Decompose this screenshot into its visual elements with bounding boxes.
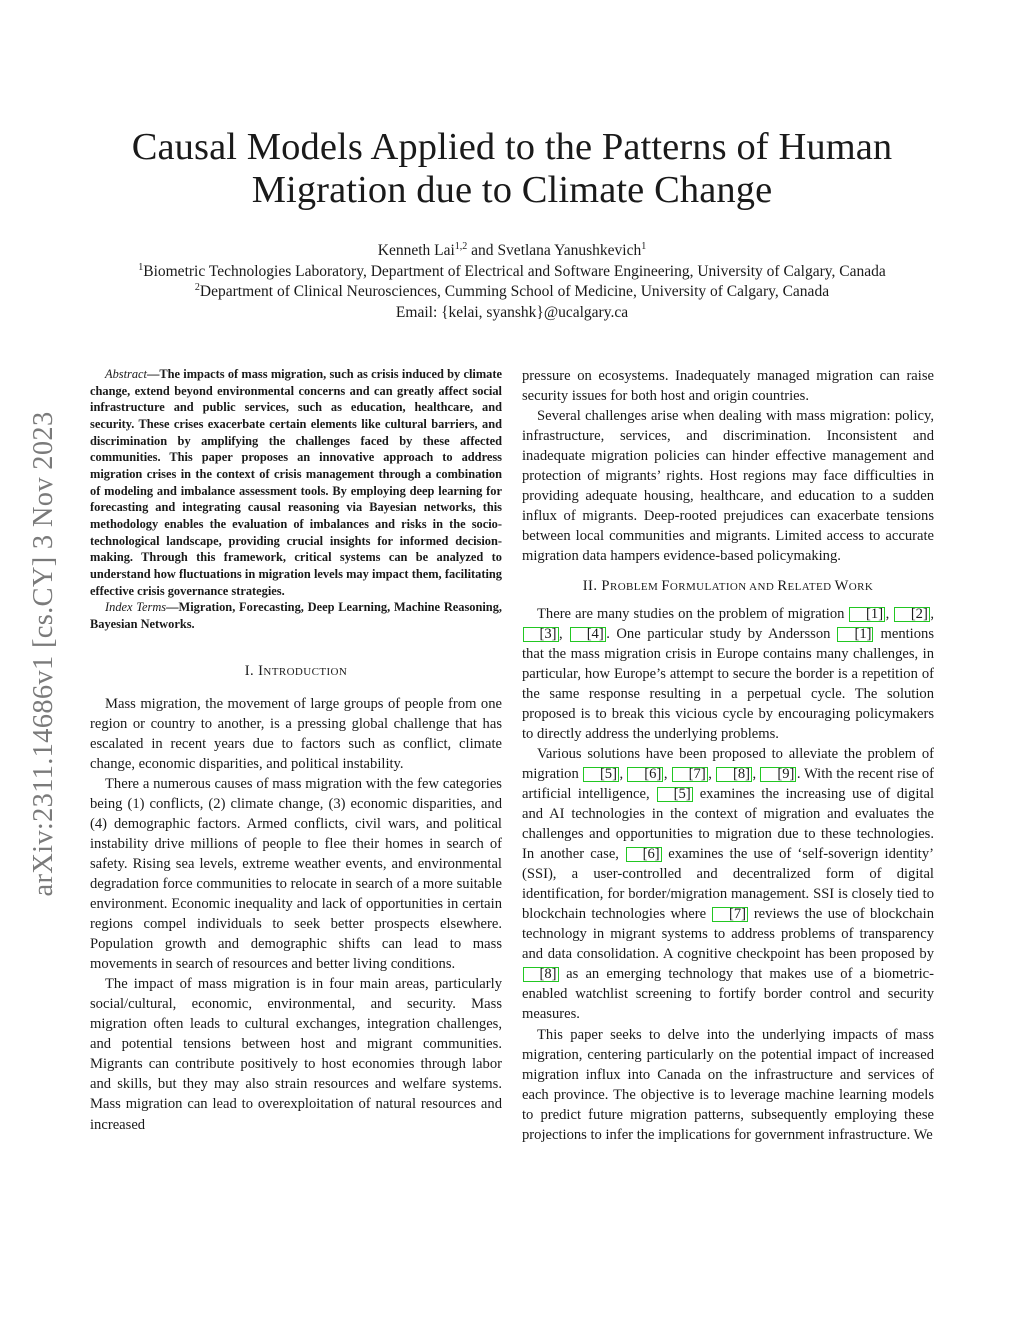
citation-link[interactable]: [5] (583, 767, 619, 782)
author-email: Email: {kelai, syanshk}@ucalgary.ca (395, 303, 629, 321)
citation-link[interactable]: [5] (657, 787, 693, 802)
author-and: and (467, 242, 498, 259)
index-terms (90, 599, 502, 632)
right-column (522, 366, 934, 1145)
left-column (90, 366, 502, 1135)
citation-link[interactable]: [2] (894, 607, 930, 622)
citation-link[interactable]: [8] (716, 767, 752, 782)
intro-paragraph-1: Mass migration, the movement of large groups of people from one region or country to another, is a pressing global challenge that has escalated in recent years due to factors such as conflict, climate change, economic disparities, and political instability. (90, 695, 502, 772)
citation-link[interactable]: [1] (849, 607, 885, 622)
intro-paragraph-4: Several challenges arise when dealing with mass migration: policy, infrastructure, services, and discrimination. Inconsistent and inadequate migration policies can hinder effective management and protection of migrants’ rights. Host regions may face difficulties in providing adequate housing, healthcare, and education to a sudden influx of migrants. Deep-rooted prejudices can exacerbate tensions between local communities and migrants. Limited access to accurate migration data hampers evidence-based policymaking. (522, 408, 934, 565)
affiliation-1: $^1$Biometric Technologies Laboratory, Department of Electrical and Software Engineering, University of Calgary, Canada (138, 261, 886, 280)
section-heading-related-work: II. PROBLEM FORMULATION AND RELATED WORK (582, 578, 874, 595)
intro-paragraph-3: The impact of mass migration is in four main areas, particularly social/cultural, economic, environmental, and security. Mass migration often leads to cultural exchanges, integration challenges, and potential tensions between host and migrant communities. Migrants can contribute positively to host economies through labor and skills, but they may also strain resources and welfare systems. Mass migration can lead to overexploitation of natural resources and increased (90, 976, 502, 1133)
section-heading-introduction: I. INTRODUCTION (244, 662, 348, 679)
citation-link[interactable]: [3] (523, 627, 559, 642)
arxiv-id: arXiv:2311.14686v1 [cs.CY] 3 Nov 2023 (28, 411, 59, 897)
affiliation-2: $^2$Department of Clinical Neurosciences, Cumming School of Medicine, University of Calgary, Canada (194, 282, 830, 300)
author-2: Svetlana Yanushkevich (497, 242, 642, 259)
citation-link[interactable]: [6] (626, 847, 662, 862)
intro-paragraph-3-cont: pressure on ecosystems. Inadequately managed migration can raise security issues for both host and origin countries. (522, 368, 934, 405)
index-terms-text: —Migration, Forecasting, Deep Learning, Machine Reasoning, Bayesian Networks. (90, 600, 502, 631)
abstract-label: Abstract (105, 367, 147, 381)
title-line-2: Migration due to Climate Change (251, 169, 773, 211)
index-terms-label: Index Terms (105, 600, 167, 615)
title-line-1: Causal Models Applied to the Patterns of Human (131, 126, 893, 168)
intro-paragraph-2: There a numerous causes of mass migration with the few categories being (1) conflicts, (2) climate change, (3) economic disparities, and (4) demographic factors. Armed conflicts, civil wars, and political instability drive millions of people to flee their homes in search of safety. Rising sea levels, extreme weather events, and environmental degradation force communities to relocate in search of a more suitable environment. Economic inequality and lack of opportunities in certain regions compel individuals to seek better prospects elsewhere. Population growth and demographic shifts can lead to mass movements in search of resources and better living conditions. (90, 775, 502, 973)
author-1: Kenneth Lai (377, 242, 455, 259)
author-block (60, 241, 964, 323)
related-paragraph-3: This paper seeks to delve into the underlying impacts of mass migration, centering particularly on the potential impact of increased migration influx into Canada on the infrastructure and services of each province. The objective is to leverage machine learning models to predict future migration patterns, subsequently employing these projections to infer the implications for government infrastructure. We (522, 1026, 934, 1143)
author-2-affil: 1 (641, 241, 647, 252)
author-line (60, 241, 964, 262)
citation-link[interactable]: [6] (627, 767, 663, 782)
citation-link[interactable]: [9] (760, 767, 796, 782)
citation-link[interactable]: [7] (672, 767, 708, 782)
related-paragraph-2: Various solutions have been proposed to alleviate the problem of migration [5] , [6] , [7] , [8] , [9] . With the recent rise of artificial intelligence, [5] examines the increasing use of digital and AI technologies in the context of migration and evaluates the challenges and opportunities to migration due to these technologies. In another case, [6] examines the use of ‘self-soverign identity’ (SSI), a user-controlled and decentralized form of digital identification, for border/migration management. SSI is closely tied to blockchain technologies where [7] reviews the use of blockchain technology in migrant systems to address problems of transparency and data consolidation. A cognitive checkpoint has been proposed by [8] as an emerging technology that makes use of a biometric-enabled watchlist screening to fortify border control and security measures. (522, 745, 935, 1023)
citation-link[interactable]: [1] (837, 627, 873, 642)
paper-title (60, 126, 964, 212)
author-1-affil: 1,2 (454, 241, 468, 252)
related-paragraph-1: There are many studies on the problem of migration [1] , [2] , [3] , [4] . One particular study by Andersson [1] mentions that the mass migration crisis in Europe contains many challenges, in particular, how Europe’s attempt to secure the border is a repetition of the same response resulting in a perpetual cycle. The solution proposed is to break this vicious cycle by encouraging policymakers to directly address the underlying problems. (522, 605, 934, 742)
arxiv-stamp (26, 352, 62, 956)
citation-link[interactable]: [7] (712, 907, 748, 922)
citation-link[interactable]: [8] (523, 967, 559, 982)
abstract-text: —The impacts of mass migration, such as crisis induced by climate change, extend beyond environmental concerns and can greatly affect social infrastructure and public services, such as education, healthcare, and security. These crises exacerbate certain elements like cultural barriers, and discrimination by amplifying the challenges faced by these affected communities. This paper proposes an innovative approach to address migration crises in the context of crisis management through a combination of modeling and imbalance assessment tools. By employing deep learning for forecasting and integrating causal reasoning via Bayesian networks, this methodology enables the evaluation of imbalances and risks in the socio-technological landscape, providing crucial insights for informed decision-making. Through this framework, critical systems can be analyzed to understand how fluctuations in migration levels may impact them, facilitating effective crisis governance strategies. (90, 367, 502, 598)
citation-link[interactable]: [4] (570, 627, 606, 642)
abstract (90, 366, 502, 599)
